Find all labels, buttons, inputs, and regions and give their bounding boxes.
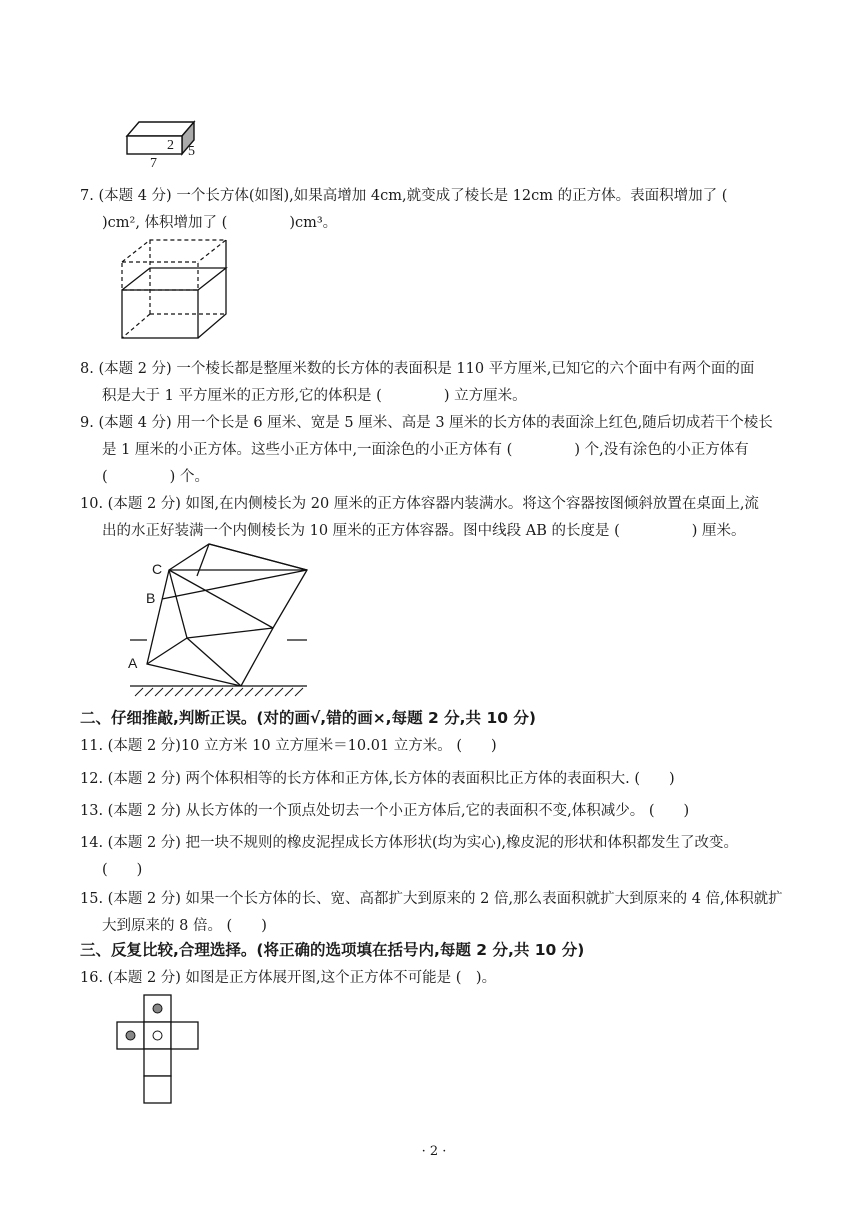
question-number: 11. [80, 738, 104, 754]
question-text: ( ) [102, 862, 143, 878]
question-score: (本题 2 分) [98, 361, 172, 377]
dim-width-label: 5 [188, 144, 195, 159]
question-text: ( [102, 469, 108, 485]
question-number: 16. [80, 970, 104, 986]
question-number: 12. [80, 771, 104, 787]
page-number: · 2 · [421, 1144, 447, 1159]
question-text: 两个体积相等的长方体和正方体,长方体的表面积比正方体的表面积大. ( ) [185, 771, 675, 787]
question-number: 10. [80, 496, 104, 512]
question-text: ) 厘米。 [691, 523, 746, 539]
question-8 [80, 356, 790, 410]
figure-q16-cube-net [115, 993, 205, 1105]
question-text: 如图,在内侧棱长为 20 厘米的正方体容器内装满水。将这个容器按图倾斜放置在桌面上,流 [185, 496, 759, 512]
question-text: 把一块不规则的橡皮泥捏成长方体形状(均为实心),橡皮泥的形状和体积都发生了改变。 [185, 835, 738, 851]
question-text: 如果一个长方体的长、宽、高都扩大到原来的 2 倍,那么表面积就扩大到原来的 4 倍,体积就扩 [185, 891, 783, 907]
question-number: 15. [80, 891, 104, 907]
question-text: ) 个,没有涂色的小正方体有 [574, 442, 749, 458]
point-c-label: C [152, 561, 163, 577]
question-score: (本题 2 分) [107, 835, 181, 851]
question-13 [80, 798, 790, 825]
point-a-label: A [128, 655, 138, 671]
question-text: 一个长方体(如图),如果高增加 4cm,就变成了棱长是 12cm 的正方体。表面积增加了 ( [176, 188, 728, 204]
section-2-title: 二、仔细推敲,判断正误。(对的画√,错的画×,每题 2 分,共 10 分) [80, 709, 536, 727]
question-text: 用一个长是 6 厘米、宽是 5 厘米、高是 3 厘米的长方体的表面涂上红色,随后切成若干个棱长 [176, 415, 773, 431]
question-number: 13. [80, 803, 104, 819]
question-text: )cm², 体积增加了 ( [102, 215, 228, 231]
question-text: 积是大于 1 平方厘米的正方形,它的体积是 ( [102, 388, 382, 404]
question-text: 从长方体的一个顶点处切去一个小正方体后,它的表面积不变,体积减少。 ( ) [185, 803, 690, 819]
question-text: ) 立方厘米。 [443, 388, 527, 404]
question-score: (本题 4 分) [98, 188, 172, 204]
question-number: 14. [80, 835, 104, 851]
question-11 [80, 733, 790, 760]
question-score: (本题 4 分) [98, 415, 172, 431]
question-text: 出的水正好装满一个内侧棱长为 10 厘米的正方体容器。图中线段 AB 的长度是 ( [102, 523, 620, 539]
figure-q7-cuboid [118, 238, 238, 342]
question-text: 10 立方米 10 立方厘米＝10.01 立方米。 ( ) [180, 738, 497, 754]
dim-length-label: 7 [150, 156, 157, 171]
question-score: (本题 2 分) [107, 803, 181, 819]
question-score: (本题 2 分) [107, 738, 181, 754]
filled-dot-icon [126, 1031, 135, 1040]
question-9 [80, 410, 790, 491]
question-text: 大到原来的 8 倍。 ( ) [102, 918, 267, 934]
question-10 [80, 491, 790, 545]
question-7 [80, 183, 790, 237]
question-score: (本题 2 分) [107, 496, 181, 512]
hollow-dot-icon [153, 1031, 162, 1040]
question-score: (本题 2 分) [107, 891, 181, 907]
question-text: 一个棱长都是整厘米数的长方体的表面积是 110 平方厘米,已知它的六个面中有两个面的面 [176, 361, 755, 377]
question-15 [80, 886, 790, 940]
dim-height-label: 2 [167, 138, 174, 153]
question-text: )cm³。 [289, 215, 338, 231]
question-14 [80, 830, 790, 884]
question-16 [80, 965, 790, 992]
section-3-title: 三、反复比较,合理选择。(将正确的选项填在括号内,每题 2 分,共 10 分) [80, 941, 585, 959]
point-b-label: B [146, 590, 156, 606]
question-score: (本题 2 分) [107, 970, 181, 986]
question-score: (本题 2 分) [107, 771, 181, 787]
question-text: 如图是正方体展开图,这个正方体不可能是 ( )。 [185, 970, 497, 986]
question-12 [80, 766, 790, 793]
question-number: 7. [80, 188, 94, 204]
question-text: ) 个。 [169, 469, 209, 485]
question-number: 9. [80, 415, 94, 431]
figure-q6-cuboid [120, 116, 210, 176]
question-text: 是 1 厘米的小正方体。这些小正方体中,一面涂色的小正方体有 ( [102, 442, 513, 458]
question-number: 8. [80, 361, 94, 377]
filled-dot-icon [153, 1004, 162, 1013]
